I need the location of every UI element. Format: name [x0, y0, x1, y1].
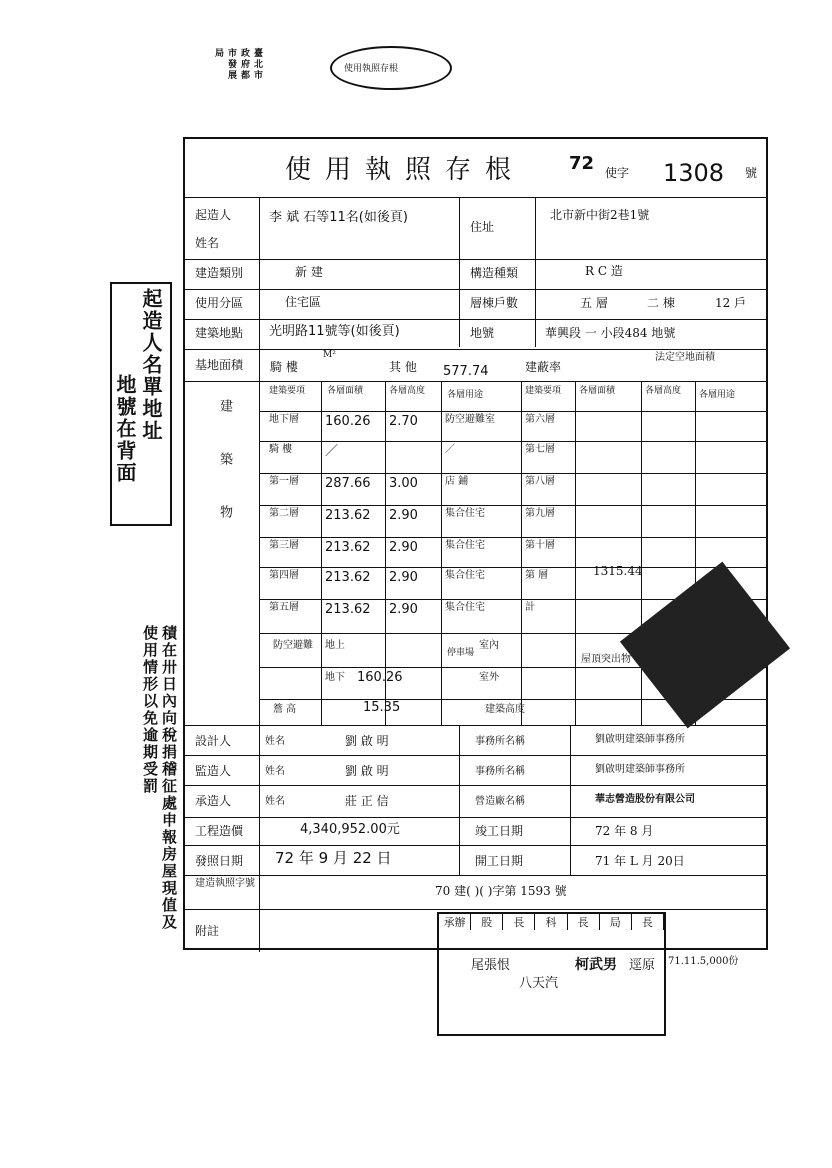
left-note-box [110, 282, 172, 526]
right-floor-name: 計 [525, 602, 535, 613]
approval-col: 承辦 [439, 914, 471, 930]
floor-use: 集合住宅 [445, 508, 485, 519]
approver-4: 逕原 [629, 958, 656, 973]
floor-height: 3.00 [389, 476, 418, 491]
designer-label: 設計人 [195, 734, 232, 748]
floor-area: ／ [325, 444, 339, 459]
arcade-unit: M² [323, 350, 336, 360]
approver-2: 八天汽 [519, 976, 559, 991]
floor-area: 213.62 [325, 602, 371, 617]
floor-use: 集合住宅 [445, 602, 485, 613]
floor-name: 地下層 [269, 414, 299, 425]
site-label: 建築地點 [195, 326, 244, 340]
firm-label: 營造廠名稱 [475, 796, 525, 807]
building-label: 建築物 [217, 399, 232, 558]
legal-label: 法定空地面積 [655, 352, 715, 363]
approval-col: 科 [535, 914, 567, 930]
right-floor-name: 第 層 [525, 570, 549, 581]
permit-number: 1308 [663, 159, 725, 187]
right-floor-name: 第六層 [525, 414, 555, 425]
floor-name: 第三層 [269, 540, 299, 551]
header-stamp-left: 臺北市政府都市發展局 [213, 48, 262, 81]
eave-value: 15.35 [363, 700, 401, 715]
structure-label: 構造種類 [470, 266, 519, 280]
start-label: 開工日期 [475, 854, 524, 868]
designer-name: 劉 啟 明 [345, 734, 389, 748]
parking-indoor: 室內 [479, 640, 499, 651]
col-header-2: 各層面積 [327, 386, 364, 396]
address-label: 住址 [470, 220, 495, 234]
floor-height: 2.70 [389, 414, 418, 429]
category: 新 建 [295, 265, 323, 279]
form-year: 72 [569, 153, 595, 174]
header-stamp-text: 使用執照存根 [344, 64, 399, 74]
roof-label: 屋頂突出物 [581, 654, 631, 665]
right-floor-name: 第八層 [525, 476, 555, 487]
site: 光明路11號等(如後頁) [269, 324, 400, 339]
shelter-above: 地上 [325, 640, 345, 651]
floor-height: 2.90 [389, 508, 418, 523]
approval-col: 局 [600, 914, 632, 930]
left-note-1: 起造人名單地址 [139, 288, 163, 442]
approver-1: 尾張恨 [471, 958, 511, 973]
shelter-label: 防空避難 [273, 640, 313, 651]
buildings: 二 棟 [647, 296, 675, 310]
applicant-name-label: 姓名 [195, 236, 220, 250]
category-label: 建造類別 [195, 266, 244, 280]
col-header-4: 各層用途 [447, 390, 484, 400]
shelter-below-value: 160.26 [357, 670, 403, 685]
remark-label: 附註 [195, 924, 220, 938]
col-header-5: 建築要項 [525, 386, 562, 396]
col-header-7: 各層高度 [645, 386, 682, 396]
floor-height: 2.90 [389, 570, 418, 585]
floor-area: 160.26 [325, 414, 371, 429]
floor-use: 集合住宅 [445, 570, 485, 581]
supervisor-label: 監造人 [195, 764, 232, 778]
parking-label: 停車場 [447, 648, 475, 658]
form-prefix: 使字 [605, 166, 630, 180]
right-floor-name: 第十層 [525, 540, 555, 551]
approval-col: 長 [503, 914, 535, 930]
permit-form [183, 137, 768, 950]
form-title: 使用執照存根 [285, 155, 526, 185]
supervisor-office: 劉啟明建築師事務所 [595, 764, 685, 775]
approval-block [437, 912, 666, 1036]
completion-label: 竣工日期 [475, 824, 524, 838]
floor-use: 防空避難室 [445, 414, 495, 425]
approval-col: 股 [471, 914, 503, 930]
eave-label: 簷 高 [273, 704, 297, 715]
floor-use: 店 鋪 [445, 476, 469, 487]
print-note: 71.11.5,000份 [668, 956, 739, 967]
approval-col: 長 [632, 914, 664, 930]
supervisor-office-label: 事務所名稱 [475, 766, 525, 777]
col-header-8: 各層用途 [699, 390, 736, 400]
floor-name: 騎 樓 [269, 444, 293, 455]
applicant-label: 起造人 [195, 208, 232, 222]
use-zone: 住宅區 [285, 295, 322, 309]
col-header-3: 各層高度 [389, 386, 426, 396]
designer-office-label: 事務所名稱 [475, 736, 525, 747]
floor-name: 第五層 [269, 602, 299, 613]
issue-date: 72 年 9 月 22 日 [275, 849, 392, 867]
cost-label: 工程造價 [195, 824, 244, 838]
designer-office: 劉啟明建築師事務所 [595, 734, 685, 745]
building-height-label: 建築高度 [485, 704, 525, 715]
approver-3: 柯武男 [575, 957, 617, 973]
form-suffix: 號 [745, 166, 758, 180]
parking-outdoor: 室外 [479, 672, 499, 683]
arcade-label: 騎 樓 [270, 360, 298, 374]
start-date: 71 年 L 月 20日 [595, 854, 685, 868]
firm: 華志營造股份有限公司 [595, 794, 695, 805]
lot-label: 地號 [470, 326, 495, 340]
lot: 華興段 一 小段484 地號 [545, 326, 676, 340]
shelter-below: 地下 [325, 672, 345, 683]
col-header-6: 各層面積 [579, 386, 616, 396]
header-oval-stamp [330, 46, 452, 90]
completion: 72 年 8 月 [595, 824, 654, 838]
floor-use: ／ [445, 444, 455, 455]
address: 北市新中街2巷1號 [550, 208, 650, 222]
right-floor-name: 第九層 [525, 508, 555, 519]
coverage-label: 建蔽率 [525, 360, 562, 374]
permit-number-ref: 70 建( )( )字第 1593 號 [435, 884, 567, 898]
floor-height: 2.90 [389, 540, 418, 555]
left-note-2: 地號在背面 [113, 374, 137, 484]
structure: R C 造 [585, 264, 623, 278]
other-value: 577.74 [443, 364, 489, 379]
approval-col: 長 [568, 914, 600, 930]
floor-use: 集合住宅 [445, 540, 485, 551]
floor-area: 213.62 [325, 508, 371, 523]
contractor-name-label: 姓名 [265, 796, 285, 807]
col-header-1: 建築要項 [269, 386, 306, 396]
floor-name: 第二層 [269, 508, 299, 519]
floor-height: 2.90 [389, 602, 418, 617]
cost: 4,340,952.00元 [300, 822, 400, 837]
floor-area: 213.62 [325, 570, 371, 585]
floor-name: 第四層 [269, 570, 299, 581]
floors: 五 層 [580, 296, 608, 310]
supervisor-name-label: 姓名 [265, 766, 285, 777]
total-value: 1315.44 [593, 564, 643, 578]
floors-label: 層棟戶數 [470, 296, 519, 310]
floor-name: 第一層 [269, 476, 299, 487]
base-area-label: 基地面積 [195, 358, 244, 372]
applicant-name: 李 斌 石等11名(如後頁) [269, 210, 408, 225]
other-label: 其 他 [389, 360, 417, 374]
floor-area: 213.62 [325, 540, 371, 555]
units: 12 戶 [715, 296, 747, 310]
permit-label: 建造執照字號 [195, 878, 255, 889]
right-floor-name: 第七層 [525, 444, 555, 455]
floor-area: 287.66 [325, 476, 371, 491]
contractor-label: 承造人 [195, 794, 232, 808]
use-zone-label: 使用分區 [195, 296, 244, 310]
left-tax-note: 積在卅日內向稅捐稽征處申報房屋現值及使用情形以免逾期受罰 [141, 625, 178, 931]
issue-label: 發照日期 [195, 854, 244, 868]
designer-name-label: 姓名 [265, 736, 285, 747]
contractor-name: 莊 正 信 [345, 794, 389, 808]
supervisor-name: 劉 啟 明 [345, 764, 389, 778]
